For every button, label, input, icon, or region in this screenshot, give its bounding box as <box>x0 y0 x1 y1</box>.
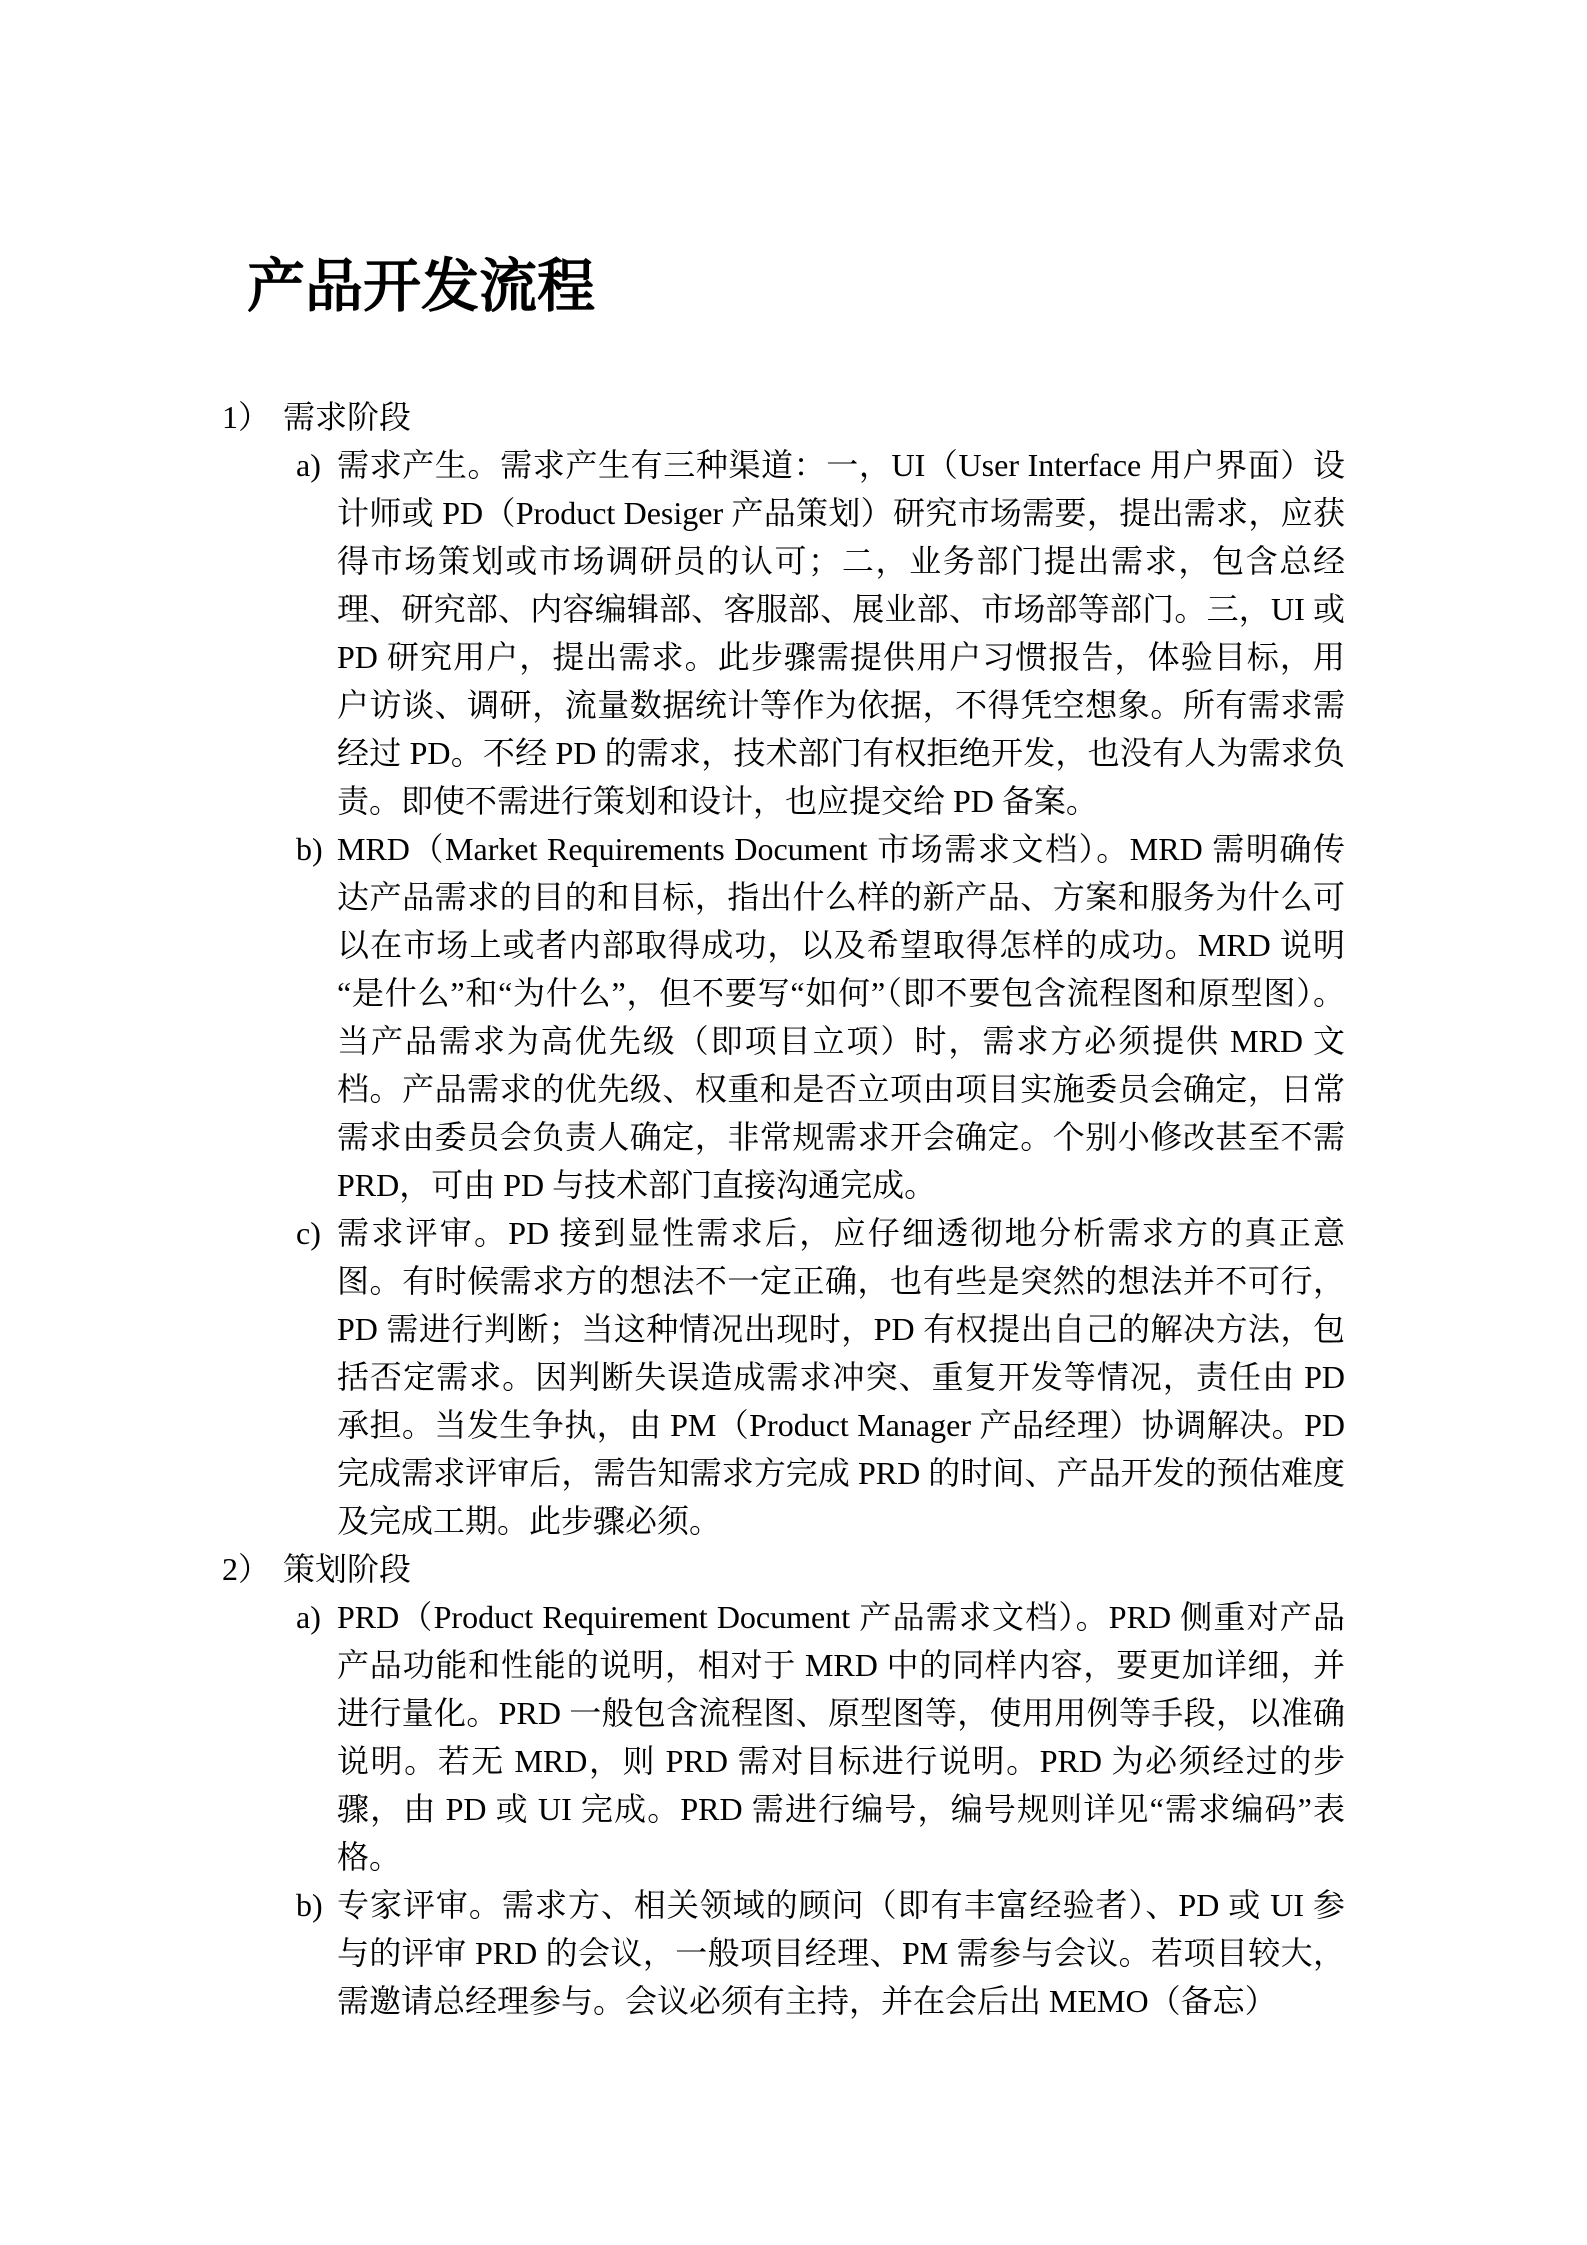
section-heading-2 <box>222 1545 1345 1593</box>
list-item <box>296 1209 1345 1545</box>
item-marker: a) <box>296 1599 321 1635</box>
section-title: 策划阶段 <box>283 1551 412 1587</box>
item-text: 需求评审。PD 接到显性需求后，应仔细透彻地分析需求方的真正意图。有时候需求方的想法不一定正确，也有些是突然的想法并不可行，PD 需进行判断；当这种情况出现时，PD 有权提出自己的解决方法，包括否定需求。因判断失误造成需求冲突、重复开发等情况，责任由 PD 承担。当发生争执，由 PM（Product Manager 产品经理）协调解决。PD 完成需求评审后，需告知需求方完成 PRD 的时间、产品开发的预估难度及完成工期。此步骤必须。 <box>337 1215 1345 1539</box>
document-title: 产品开发流程 <box>247 254 596 319</box>
item-text: 专家评审。需求方、相关领域的顾问（即有丰富经验者）、PD 或 UI 参与的评审 PRD 的会议，一般项目经理、PM 需参与会议。若项目较大，需邀请总经理参与。会议必须有主持，并在会后出 MEMO（备忘） <box>337 1887 1345 2019</box>
list-item <box>296 441 1345 825</box>
item-marker: b) <box>296 1887 323 1923</box>
item-marker: b) <box>296 831 323 867</box>
section-number: 2） <box>222 1551 271 1587</box>
list-item <box>296 1593 1345 1881</box>
item-text: 需求产生。需求产生有三种渠道：一，UI（User Interface 用户界面）设计师或 PD（Product Desiger 产品策划）研究市场需要，提出需求，应获得市场策划或市场调研员的认可；二，业务部门提出需求，包含总经理、研究部、内容编辑部、客服部、展业部、市场部等部门。三，UI 或 PD 研究用户，提出需求。此步骤需提供用户习惯报告，体验目标，用户访谈、调研，流量数据统计等作为依据，不得凭空想象。所有需求需经过 PD。不经 PD 的需求，技术部门有权拒绝开发，也没有人为需求负责。即使不需进行策划和设计，也应提交给 PD 备案。 <box>337 447 1345 819</box>
list-item <box>296 1881 1345 2025</box>
item-text: PRD（Product Requirement Document 产品需求文档）。PRD 侧重对产品产品功能和性能的说明，相对于 MRD 中的同样内容，要更加详细，并进行量化。PRD 一般包含流程图、原型图等，使用用例等手段，以准确说明。若无 MRD，则 PRD 需对目标进行说明。PRD 为必须经过的步骤，由 PD 或 UI 完成。PRD 需进行编号，编号规则详见“需求编码”表格。 <box>337 1599 1345 1875</box>
section-title: 需求阶段 <box>283 399 412 435</box>
section-heading-1 <box>222 393 1345 441</box>
item-marker: a) <box>296 447 321 483</box>
list-item <box>296 825 1345 1209</box>
item-marker: c) <box>296 1215 321 1251</box>
section-number: 1） <box>222 399 271 435</box>
item-text: MRD（Market Requirements Document 市场需求文档）。MRD 需明确传达产品需求的目的和目标，指出什么样的新产品、方案和服务为什么可以在市场上或者内部取得成功，以及希望取得怎样的成功。MRD 说明“是什么”和“为什么”，但不要写“如何”（即不要包含流程图和原型图）。当产品需求为高优先级（即项目立项）时，需求方必须提供 MRD 文档。产品需求的优先级、权重和是否立项由项目实施委员会确定，日常需求由委员会负责人确定，非常规需求开会确定。个别小修改甚至不需 PRD，可由 PD 与技术部门直接沟通完成。 <box>337 831 1345 1203</box>
